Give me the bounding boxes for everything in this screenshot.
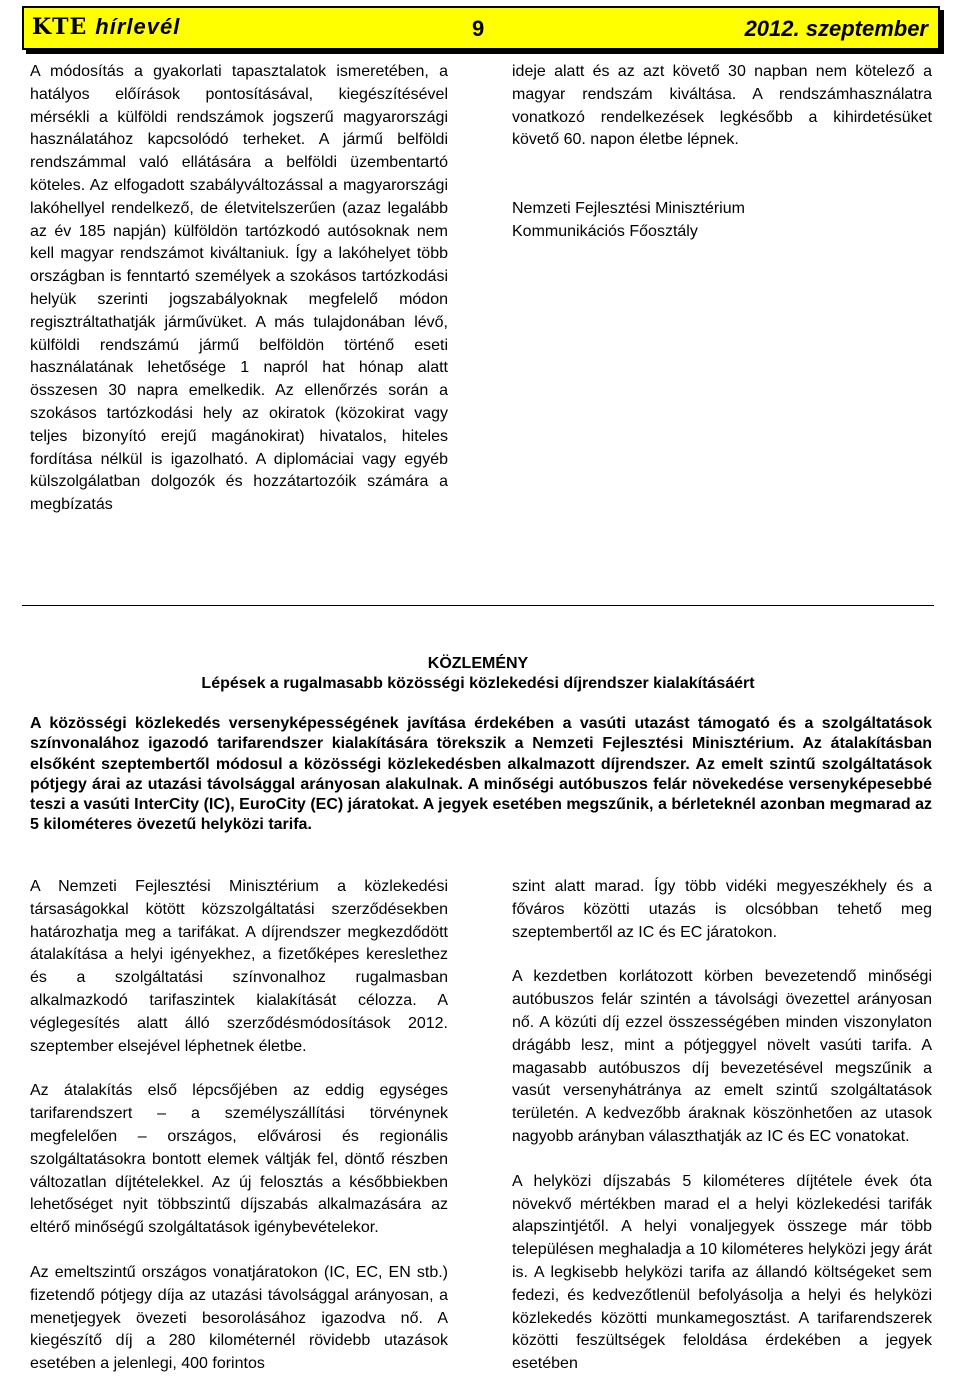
signature [512,198,932,244]
newsletter-header [22,6,940,50]
announcement-subtitle: Lépések a rugalmasabb közösségi közlekedési díjrendszer kialakításáért [201,675,755,692]
brand-subtitle: hírlevél [95,14,181,39]
paragraph: Az emeltszintű országos vonatjáratokon (IC, EC, EN stb.) fizetendő pótjegy díja az utazási távolsággal arányosan, a menetjegyek övezeti besorolásához igazodva nő. A kiegészítő díj a 280 kilométernél rövidebb utazások esetében a jelenlegi, 400 forintos [30,1263,448,1373]
brand-name: KTE [32,14,88,40]
paragraph: A helyközi díjszabás 5 kilométeres díjtétele évek óta növekvő mértékben marad el a helyi közlekedési tarifák alapszintjétől. A helyi vonaljegyek összege már több településen meghaladja a 10 kilométeres helyközi jegy árát is. A legkisebb helyközi tarifa az állandó költségeket sem fedezi, és kedvezőtlenül befolyásolja a helyi és helyközi közlekedés közötti munkamegosztást. A tarifarendszerek közötti feszültségek feloldása érdekében a jegyek esetében [512,1172,932,1373]
page-number: 9 [472,16,485,41]
signature-department: Kommunikációs Főosztály [512,222,698,240]
announcement-left-column [30,876,448,1376]
article-text: A módosítás a gyakorlati tapasztalatok ismeretében, a hatályos előírások pontosításával, kiegészítésével mérsékli a külföldi rendszámok jogszerű magyarországi használatához kapcsolódó terheket. A jármű belföldi rendszámmal való ellátására a belföldi üzembentartó köteles. Az elfogadott szabályváltozással a magyarországi lakóhellyel rendelkező, de életvitelszerűen (azaz legalább az év 185 napján) külföldön tartózkodó autósoknak nem kell magyar rendszámot kiváltaniuk. Így a lakóhelyet több országban is fenntartó személyek a szokásos tartózkodási helyük szerinti jogszabályoknak megfelelő módon regisztráltathatják járművüket. A más tulajdonában lévő, külföldi rendszámú jármű belföldön történő eseti használatának lehetősége 1 napról hat hónap alatt összesen 30 napra emelkedik. Az ellenőrzés során a szokásos tartózkodási hely az okiratok (közokirat vagy teljes bizonyító erejű magánokirat) hivatalos, hiteles fordítása nélkül is igazolható. A diplomáciai vagy egyéb külszolgálatban dolgozók és hozzátartozóik számára a megbízatás [30,63,448,514]
article-text-continued: ideje alatt és az azt követő 30 napban nem kötelező a magyar rendszám kiváltása. A rendszámhasználatra vonatkozó rendelkezések legkésőbb a kihirdetésüket követő 60. napon életbe lépnek. [512,63,932,149]
announcement-title: KÖZLEMÉNY [427,655,529,672]
section-divider [22,605,934,606]
paragraph: A kezdetben korlátozott körben bevezetendő minőségi autóbuszos felár szintén a távolsági övezettel arányosan nő. A közúti díj ezzel összességében minden viszonylaton drágább lesz, mint a pótjeggyel növelt vasúti tarifa. A magasabb autóbuszos díj bevezetésével megszűnik a vasút versenyhátránya az emelt szintű szolgáltatások területén. A kedvezőbb áraknak köszönhetően az utasok nagyobb arányban választhatják az IC és EC vonatokat. [512,968,932,1145]
announcement-lead: A közösségi közlekedés versenyképességének javítása érdekében a vasúti utazást támogató és a szolgáltatások színvonalához igazodó tarifarendszer kialakítására törekszik a Nemzeti Fejlesztési Minisztérium. Az átalakításban elsőként szeptembertől módosul a közösségi közlekedésben alkalmazott díjrendszer. Az emelt szintű szolgáltatások pótjegy árai az utazási távolsággal arányosan alakulnak. A minőségi autóbuszos felár növekedése versenyképesebbé teszi a vasúti InterCity (IC), EuroCity (EC) járatokat. A jegyek esetében megszűnik, a bérleteknél azonban megmarad az 5 kilométeres övezetű helyközi tarifa. [30,715,932,834]
signature-ministry: Nemzeti Fejlesztési Minisztérium [512,200,745,218]
paragraph: szint alatt marad. Így több vidéki megyeszékhely és a főváros közötti utazás is olcsóbban tehető meg szeptembertől az IC és EC járatokon. [512,878,932,941]
top-right-column [512,61,932,244]
announcement-right-column [512,876,932,1376]
paragraph: Az átalakítás első lépcsőjében az eddig egységes tarifarendszert – a személyszállítási törvénynek megfelelően – országos, elővárosi és regionális szolgáltatásokra bontott elemek váltják fel, döntő részben változatlan díjtételekkel. Az új felosztás a későbbiekben lehetőséget nyit többszintű díjszabás alkalmazására az eltérő minőségű szolgáltatások igénybevételekor. [30,1082,448,1237]
newsletter-brand [32,14,180,40]
top-left-column [30,61,448,517]
paragraph: A Nemzeti Fejlesztési Minisztérium a közlekedési társaságokkal kötött közszolgáltatási szerződésekben határozhatja meg a tarifákat. A díjrendszer megkezdődött átalakítása a helyi igényekhez, a fizetőképes kereslethez és a szolgáltatási színvonalhoz rugalmasban alkalmazkodó tarifaszintek kialakítását célozza. A véglegesítés alatt álló szerződésmódosítások 2012. szeptember elsejével léphetnek életbe. [30,878,448,1055]
issue-date: 2012. szeptember [744,16,928,41]
